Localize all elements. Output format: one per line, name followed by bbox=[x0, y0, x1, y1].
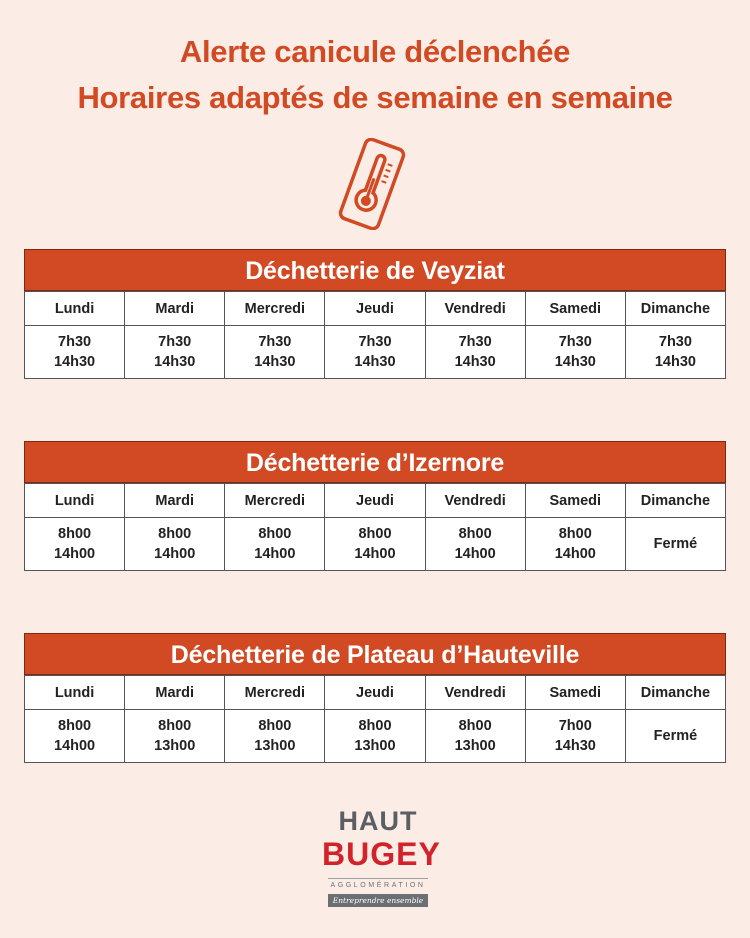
schedule-title: Déchetterie de Plateau d’Hauteville bbox=[24, 633, 726, 675]
hours-cell bbox=[225, 326, 325, 379]
hours-cell bbox=[325, 326, 425, 379]
days-row bbox=[25, 484, 726, 518]
closing-time: 14h00 bbox=[454, 546, 496, 562]
day-vendredi: Vendredi bbox=[425, 292, 525, 326]
closing-time: 14h00 bbox=[54, 738, 96, 754]
haut-bugey-logo bbox=[322, 806, 441, 910]
closing-time: 14h30 bbox=[354, 354, 396, 370]
opening-time: Fermé bbox=[653, 536, 698, 552]
schedule-title: Déchetterie d’Izernore bbox=[24, 441, 726, 483]
opening-time: 7h00 bbox=[558, 718, 592, 734]
schedule-izernore bbox=[24, 441, 726, 571]
closing-time: 14h30 bbox=[554, 738, 596, 754]
hours-cell bbox=[25, 518, 125, 571]
logo-subtitle: AGGLOMÉRATION bbox=[330, 882, 426, 889]
schedule-title: Déchetterie de Veyziat bbox=[24, 249, 726, 291]
logo-divider bbox=[328, 878, 428, 879]
day-mardi: Mardi bbox=[125, 676, 225, 710]
hours-cell bbox=[25, 326, 125, 379]
hours-cell bbox=[525, 518, 625, 571]
closing-time: 13h00 bbox=[254, 738, 296, 754]
opening-time: 7h30 bbox=[58, 334, 92, 350]
hours-cell bbox=[525, 326, 625, 379]
opening-time: 8h00 bbox=[158, 718, 192, 734]
day-jeudi: Jeudi bbox=[325, 484, 425, 518]
hours-cell bbox=[425, 710, 525, 763]
day-lundi: Lundi bbox=[25, 292, 125, 326]
schedule-plateau-hauteville bbox=[24, 633, 726, 763]
opening-time: 7h30 bbox=[258, 334, 292, 350]
hours-cell bbox=[625, 326, 725, 379]
closing-time: 13h00 bbox=[354, 738, 396, 754]
opening-time: 7h30 bbox=[158, 334, 192, 350]
closing-time: 14h00 bbox=[354, 546, 396, 562]
title-line-1: Alerte canicule déclenchée bbox=[179, 34, 571, 69]
day-dimanche: Dimanche bbox=[625, 484, 725, 518]
day-jeudi: Jeudi bbox=[325, 292, 425, 326]
closing-time: 14h30 bbox=[654, 354, 696, 370]
hours-row bbox=[25, 326, 726, 379]
closing-time: 13h00 bbox=[454, 738, 496, 754]
closing-time: 14h30 bbox=[554, 354, 596, 370]
logo-slogan: Entreprendre ensemble bbox=[328, 894, 428, 907]
day-lundi: Lundi bbox=[25, 484, 125, 518]
opening-time: 7h30 bbox=[458, 334, 492, 350]
thermometer-icon bbox=[338, 138, 406, 230]
opening-time: 8h00 bbox=[158, 526, 192, 542]
hours-cell bbox=[425, 518, 525, 571]
closing-time: 14h30 bbox=[154, 354, 196, 370]
opening-time: 7h30 bbox=[658, 334, 692, 350]
schedule-veyziat bbox=[24, 249, 726, 379]
closing-time: 14h00 bbox=[154, 546, 196, 562]
hours-cell bbox=[25, 710, 125, 763]
days-row bbox=[25, 292, 726, 326]
day-dimanche: Dimanche bbox=[625, 676, 725, 710]
hours-row bbox=[25, 710, 726, 763]
day-mardi: Mardi bbox=[125, 484, 225, 518]
day-lundi: Lundi bbox=[25, 676, 125, 710]
day-mardi: Mardi bbox=[125, 292, 225, 326]
day-vendredi: Vendredi bbox=[425, 676, 525, 710]
hours-cell bbox=[225, 518, 325, 571]
closing-time: 14h30 bbox=[54, 354, 96, 370]
opening-time: 7h30 bbox=[358, 334, 392, 350]
opening-time: 8h00 bbox=[258, 526, 292, 542]
opening-time: 8h00 bbox=[458, 526, 492, 542]
hours-cell bbox=[325, 518, 425, 571]
closing-time: 14h30 bbox=[254, 354, 296, 370]
opening-time: 8h00 bbox=[58, 526, 92, 542]
schedule-table bbox=[24, 675, 726, 763]
hours-cell bbox=[625, 710, 725, 763]
days-row bbox=[25, 676, 726, 710]
closing-time: 14h00 bbox=[54, 546, 96, 562]
day-jeudi: Jeudi bbox=[325, 676, 425, 710]
hours-cell bbox=[225, 710, 325, 763]
hours-cell bbox=[625, 518, 725, 571]
schedule-table bbox=[24, 483, 726, 571]
day-samedi: Samedi bbox=[525, 292, 625, 326]
logo-bugey: BUGEY bbox=[322, 836, 441, 872]
opening-time: Fermé bbox=[653, 728, 698, 744]
day-mercredi: Mercredi bbox=[225, 292, 325, 326]
day-vendredi: Vendredi bbox=[425, 484, 525, 518]
day-mercredi: Mercredi bbox=[225, 676, 325, 710]
day-samedi: Samedi bbox=[525, 676, 625, 710]
hours-cell bbox=[125, 710, 225, 763]
closing-time: 14h30 bbox=[454, 354, 496, 370]
hours-cell bbox=[525, 710, 625, 763]
closing-time: 14h00 bbox=[254, 546, 296, 562]
hours-cell bbox=[125, 518, 225, 571]
day-dimanche: Dimanche bbox=[625, 292, 725, 326]
closing-time: 13h00 bbox=[154, 738, 196, 754]
hours-cell bbox=[125, 326, 225, 379]
opening-time: 8h00 bbox=[458, 718, 492, 734]
logo-haut: HAUT bbox=[338, 806, 418, 836]
opening-time: 7h30 bbox=[558, 334, 592, 350]
opening-time: 8h00 bbox=[358, 718, 392, 734]
day-mercredi: Mercredi bbox=[225, 484, 325, 518]
opening-time: 8h00 bbox=[558, 526, 592, 542]
title-line-2: Horaires adaptés de semaine en semaine bbox=[77, 80, 673, 115]
schedule-table bbox=[24, 291, 726, 379]
opening-time: 8h00 bbox=[358, 526, 392, 542]
closing-time: 14h00 bbox=[554, 546, 596, 562]
opening-time: 8h00 bbox=[258, 718, 292, 734]
hours-cell bbox=[425, 326, 525, 379]
hours-row bbox=[25, 518, 726, 571]
day-samedi: Samedi bbox=[525, 484, 625, 518]
opening-time: 8h00 bbox=[58, 718, 92, 734]
hours-cell bbox=[325, 710, 425, 763]
